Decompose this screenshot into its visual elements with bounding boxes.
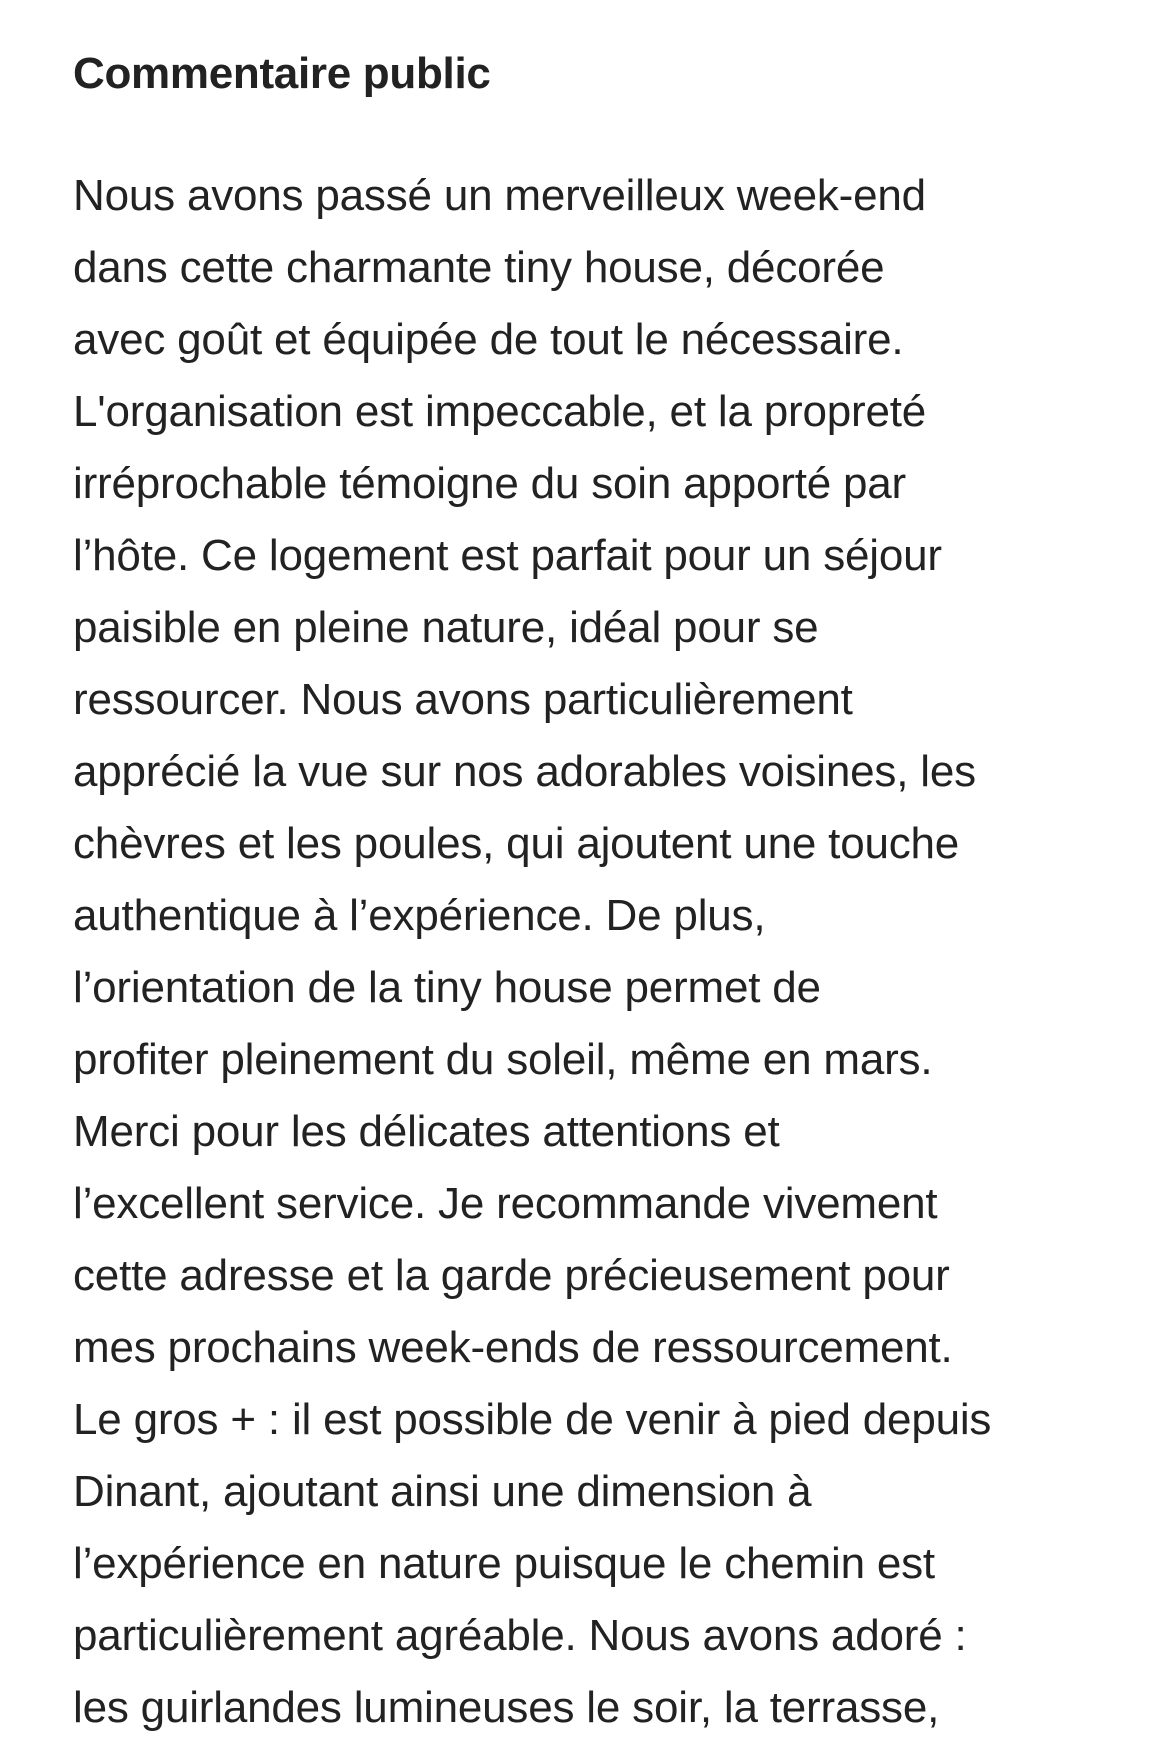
review-line: authentique à l’expérience. De plus, [73,891,766,940]
review-line: l’hôte. Ce logement est parfait pour un séjour [73,531,942,580]
review-line: l’expérience en nature puisque le chemin est [73,1539,935,1588]
review-line: les guirlandes lumineuses le soir, la terrasse, [73,1683,940,1732]
review-line: avec goût et équipée de tout le nécessaire. [73,315,904,364]
review-line: paisible en pleine nature, idéal pour se [73,603,819,652]
review-line: apprécié la vue sur nos adorables voisines, les [73,747,976,796]
review-line: profiter pleinement du soleil, même en mars. [73,1035,933,1084]
review-line: ressourcer. Nous avons particulièrement [73,675,853,724]
review-line: cette adresse et la garde précieusement pour [73,1251,950,1300]
review-line: irréprochable témoigne du soin apporté par [73,459,907,508]
review-line: Le gros + : il est possible de venir à pied depuis [73,1395,992,1444]
review-line: Merci pour les délicates attentions et [73,1107,780,1156]
review-line: l’orientation de la tiny house permet de [73,963,821,1012]
review-heading: Commentaire public [73,49,491,98]
review-line: L'organisation est impeccable, et la propreté [73,387,927,436]
review-line: Dinant, ajoutant ainsi une dimension à [73,1467,812,1516]
review-line: l’excellent service. Je recommande vivement [73,1179,938,1228]
review-line: dans cette charmante tiny house, décorée [73,243,885,292]
review-line: mes prochains week-ends de ressourcement. [73,1323,953,1372]
review-line: particulièrement agréable. Nous avons adoré : [73,1611,967,1660]
review-line: Nous avons passé un merveilleux week-end [73,171,926,220]
review-text [73,160,991,1744]
review-line: chèvres et les poules, qui ajoutent une touche [73,819,960,868]
